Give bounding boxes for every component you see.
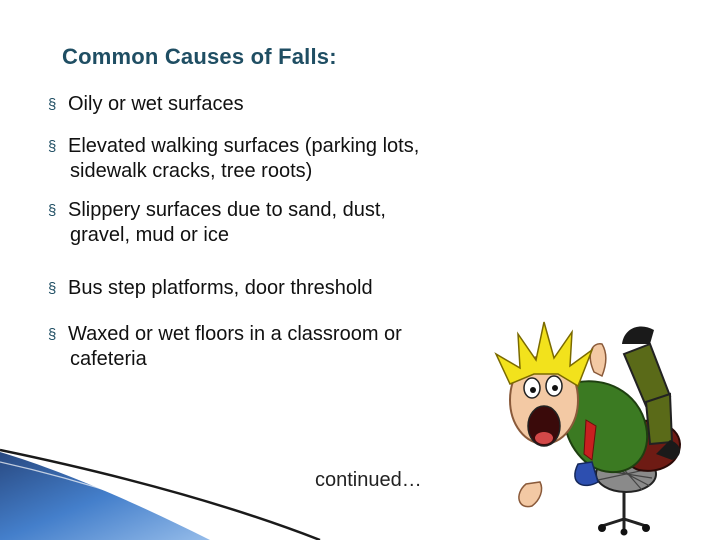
bullet-line: Elevated walking surfaces (parking lots, — [68, 135, 420, 157]
bullet-marker-icon: § — [48, 202, 57, 219]
falling-person-cartoon-icon — [474, 314, 684, 536]
bullet-marker-icon: § — [48, 96, 57, 113]
bullet-marker-icon: § — [48, 326, 57, 343]
bullet-line: Waxed or wet floors in a classroom or — [68, 323, 402, 345]
bullet-line-continued: gravel, mud or ice — [70, 224, 229, 246]
list-item — [48, 322, 498, 372]
bullet-line: Oily or wet surfaces — [68, 93, 244, 115]
list-item — [48, 92, 498, 117]
bullet-line: Bus step platforms, door threshold — [68, 277, 373, 299]
list-item — [48, 276, 498, 301]
bullet-marker-icon: § — [48, 280, 57, 297]
list-item — [48, 134, 498, 184]
bullet-marker-icon: § — [48, 138, 57, 155]
bullet-line-continued: cafeteria — [70, 348, 147, 370]
continued-label: continued… — [315, 469, 422, 491]
bullet-line-continued: sidewalk cracks, tree roots) — [70, 160, 313, 182]
list-item — [48, 198, 498, 248]
slide-title: Common Causes of Falls: — [62, 44, 337, 69]
bullet-line: Slippery surfaces due to sand, dust, — [68, 199, 386, 221]
